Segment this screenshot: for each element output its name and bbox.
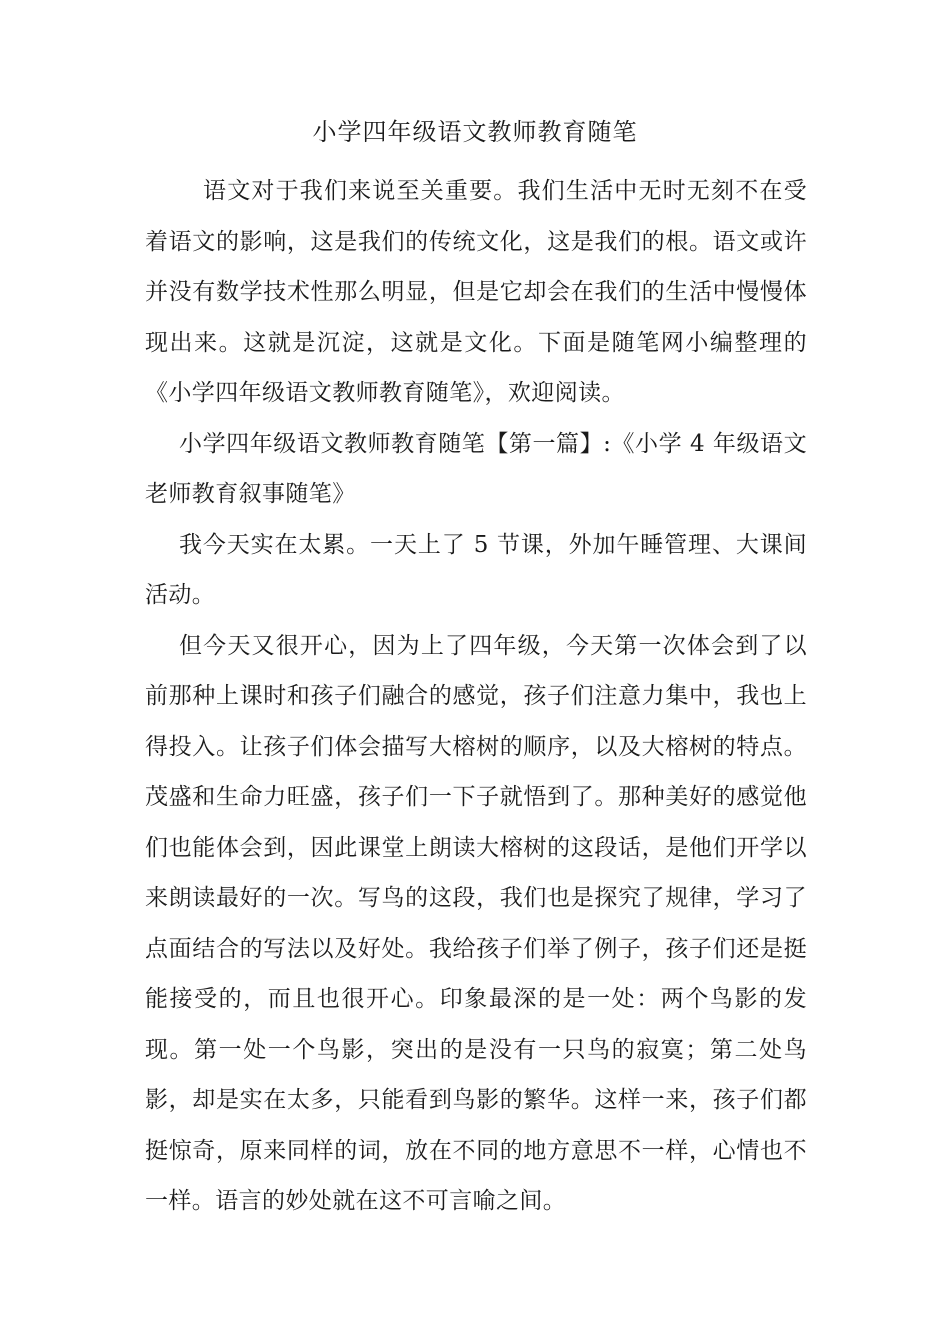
section-heading-paragraph: 小学四年级语文教师教育随笔【第一篇】:《小学 4 年级语文老师教育叙事随笔》 — [145, 430, 807, 507]
intro-paragraph: 语文对于我们来说至关重要。我们生活中无时无刻不在受着语文的影响，这是我们的传统文化，这是我们的根。语文或许并没有数学技术性那么明显，但是它却会在我们的生活中慢慢体现出来。这就是沉淀，这就是文化。下面是随笔网小编整理的《小学四年级语文教师教育随笔》，欢迎阅读。 — [145, 178, 807, 406]
body-paragraph: 我今天实在太累。一天上了 5 节课，外加午睡管理、大课间活动。 — [145, 531, 807, 608]
document-body — [145, 166, 807, 1227]
body-paragraph: 但今天又很开心，因为上了四年级，今天第一次体会到了以前那种上课时和孩子们融合的感觉，孩子们注意力集中，我也上得投入。让孩子们体会描写大榕树的顺序，以及大榕树的特点。茂盛和生命力旺盛，孩子们一下子就悟到了。那种美好的感觉他们也能体会到，因此课堂上朗读大榕树的这段话，是他们开学以来朗读最好的一次。写鸟的这段，我们也是探究了规律，学习了点面结合的写法以及好处。我给孩子们举了例子，孩子们还是挺能接受的，而且也很开心。印象最深的是一处：两个鸟影的发现。第一处一个鸟影，突出的是没有一只鸟的寂寞；第二处鸟影，却是实在太多，只能看到鸟影的繁华。这样一来，孩子们都挺惊奇，原来同样的词，放在不同的地方意思不一样，心情也不一样。语言的妙处就在这不可言喻之间。 — [145, 632, 807, 1214]
document-title: 小学四年级语文教师教育随笔 — [312, 118, 638, 146]
